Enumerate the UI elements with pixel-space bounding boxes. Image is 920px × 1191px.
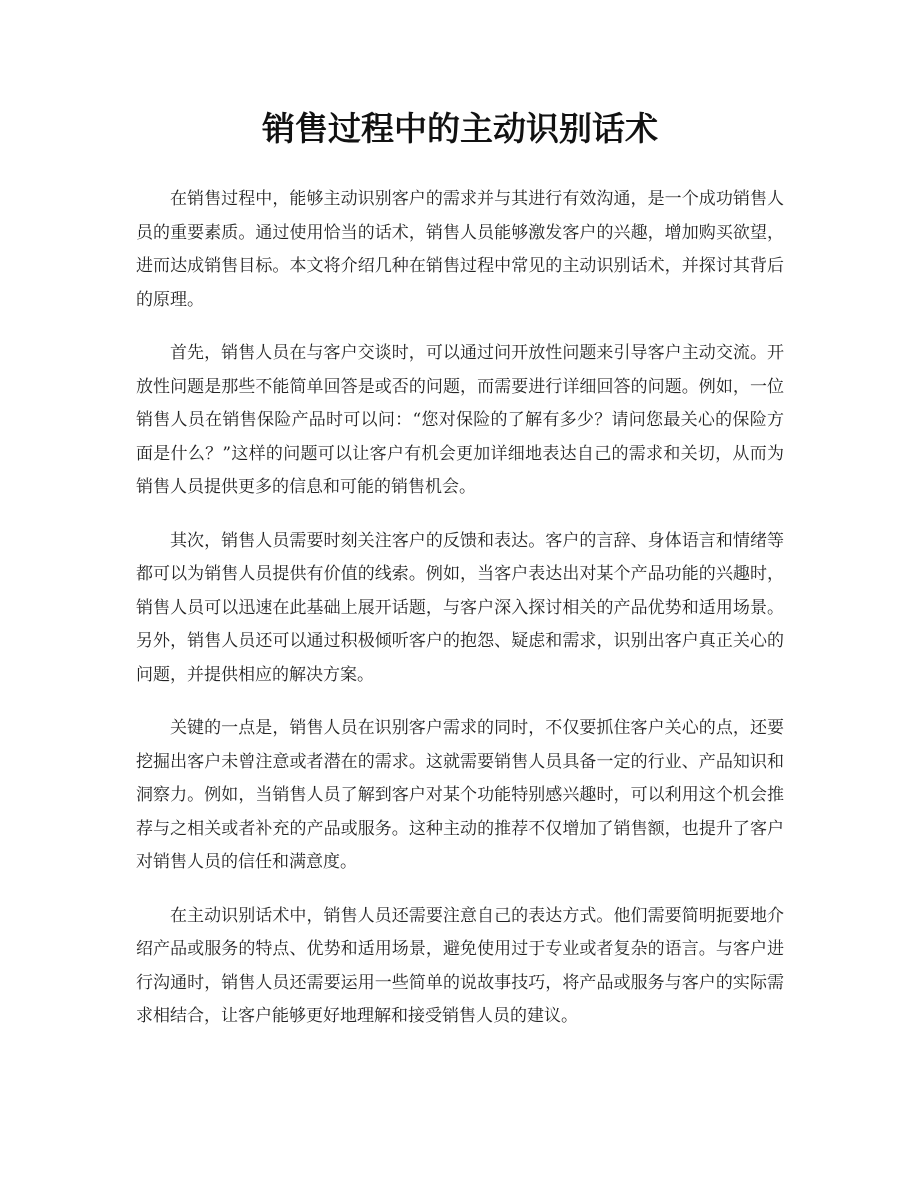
paragraph-3: 其次，销售人员需要时刻关注客户的反馈和表达。客户的言辞、身体语言和情绪等都可以为销售人员提供有价值的线索。例如，当客户表达出对某个产品功能的兴趣时，销售人员可以迅速在此基础上展开话题，与客户深入探讨相关的产品优势和适用场景。另外，销售人员还可以通过积极倾听客户的抱怨、疑虑和需求，识别出客户真正关心的问题，并提供相应的解决方案。 <box>136 530 784 685</box>
paragraph-4: 关键的一点是，销售人员在识别客户需求的同时，不仅要抓住客户关心的点，还要挖掘出客户未曾注意或者潜在的需求。这就需要销售人员具备一定的行业、产品知识和洞察力。例如，当销售人员了解到客户对某个功能特别感兴趣时，可以利用这个机会推荐与之相关或者补充的产品或服务。这种主动的推荐不仅增加了销售额，也提升了客户对销售人员的信任和满意度。 <box>136 718 784 872</box>
paragraph-1: 在销售过程中，能够主动识别客户的需求并与其进行有效沟通，是一个成功销售人员的重要素质。通过使用恰当的话术，销售人员能够激发客户的兴趣，增加购买欲望，进而达成销售目标。本文将介绍几种在销售过程中常见的主动识别话术，并探讨其背后的原理。 <box>136 189 784 310</box>
document-title: 销售过程中的主动识别话术 <box>262 109 658 148</box>
paragraph-5: 在主动识别话术中，销售人员还需要注意自己的表达方式。他们需要简明扼要地介绍产品或服务的特点、优势和适用场景，避免使用过于专业或者复杂的语言。与客户进行沟通时，销售人员还需要运用一些简单的说故事技巧，将产品或服务与客户的实际需求相结合，让客户能够更好地理解和接受销售人员的建议。 <box>136 905 784 1026</box>
paragraph-2: 首先，销售人员在与客户交谈时，可以通过问开放性问题来引导客户主动交流。开放性问题是那些不能简单回答是或否的问题，而需要进行详细回答的问题。例如，一位销售人员在销售保险产品时可以问：“您对保险的了解有多少？请问您最关心的保险方面是什么？”这样的问题可以让客户有机会更加详细地表达自己的需求和关切，从而为销售人员提供更多的信息和可能的销售机会。 <box>136 343 784 497</box>
document-body <box>136 183 784 1054</box>
